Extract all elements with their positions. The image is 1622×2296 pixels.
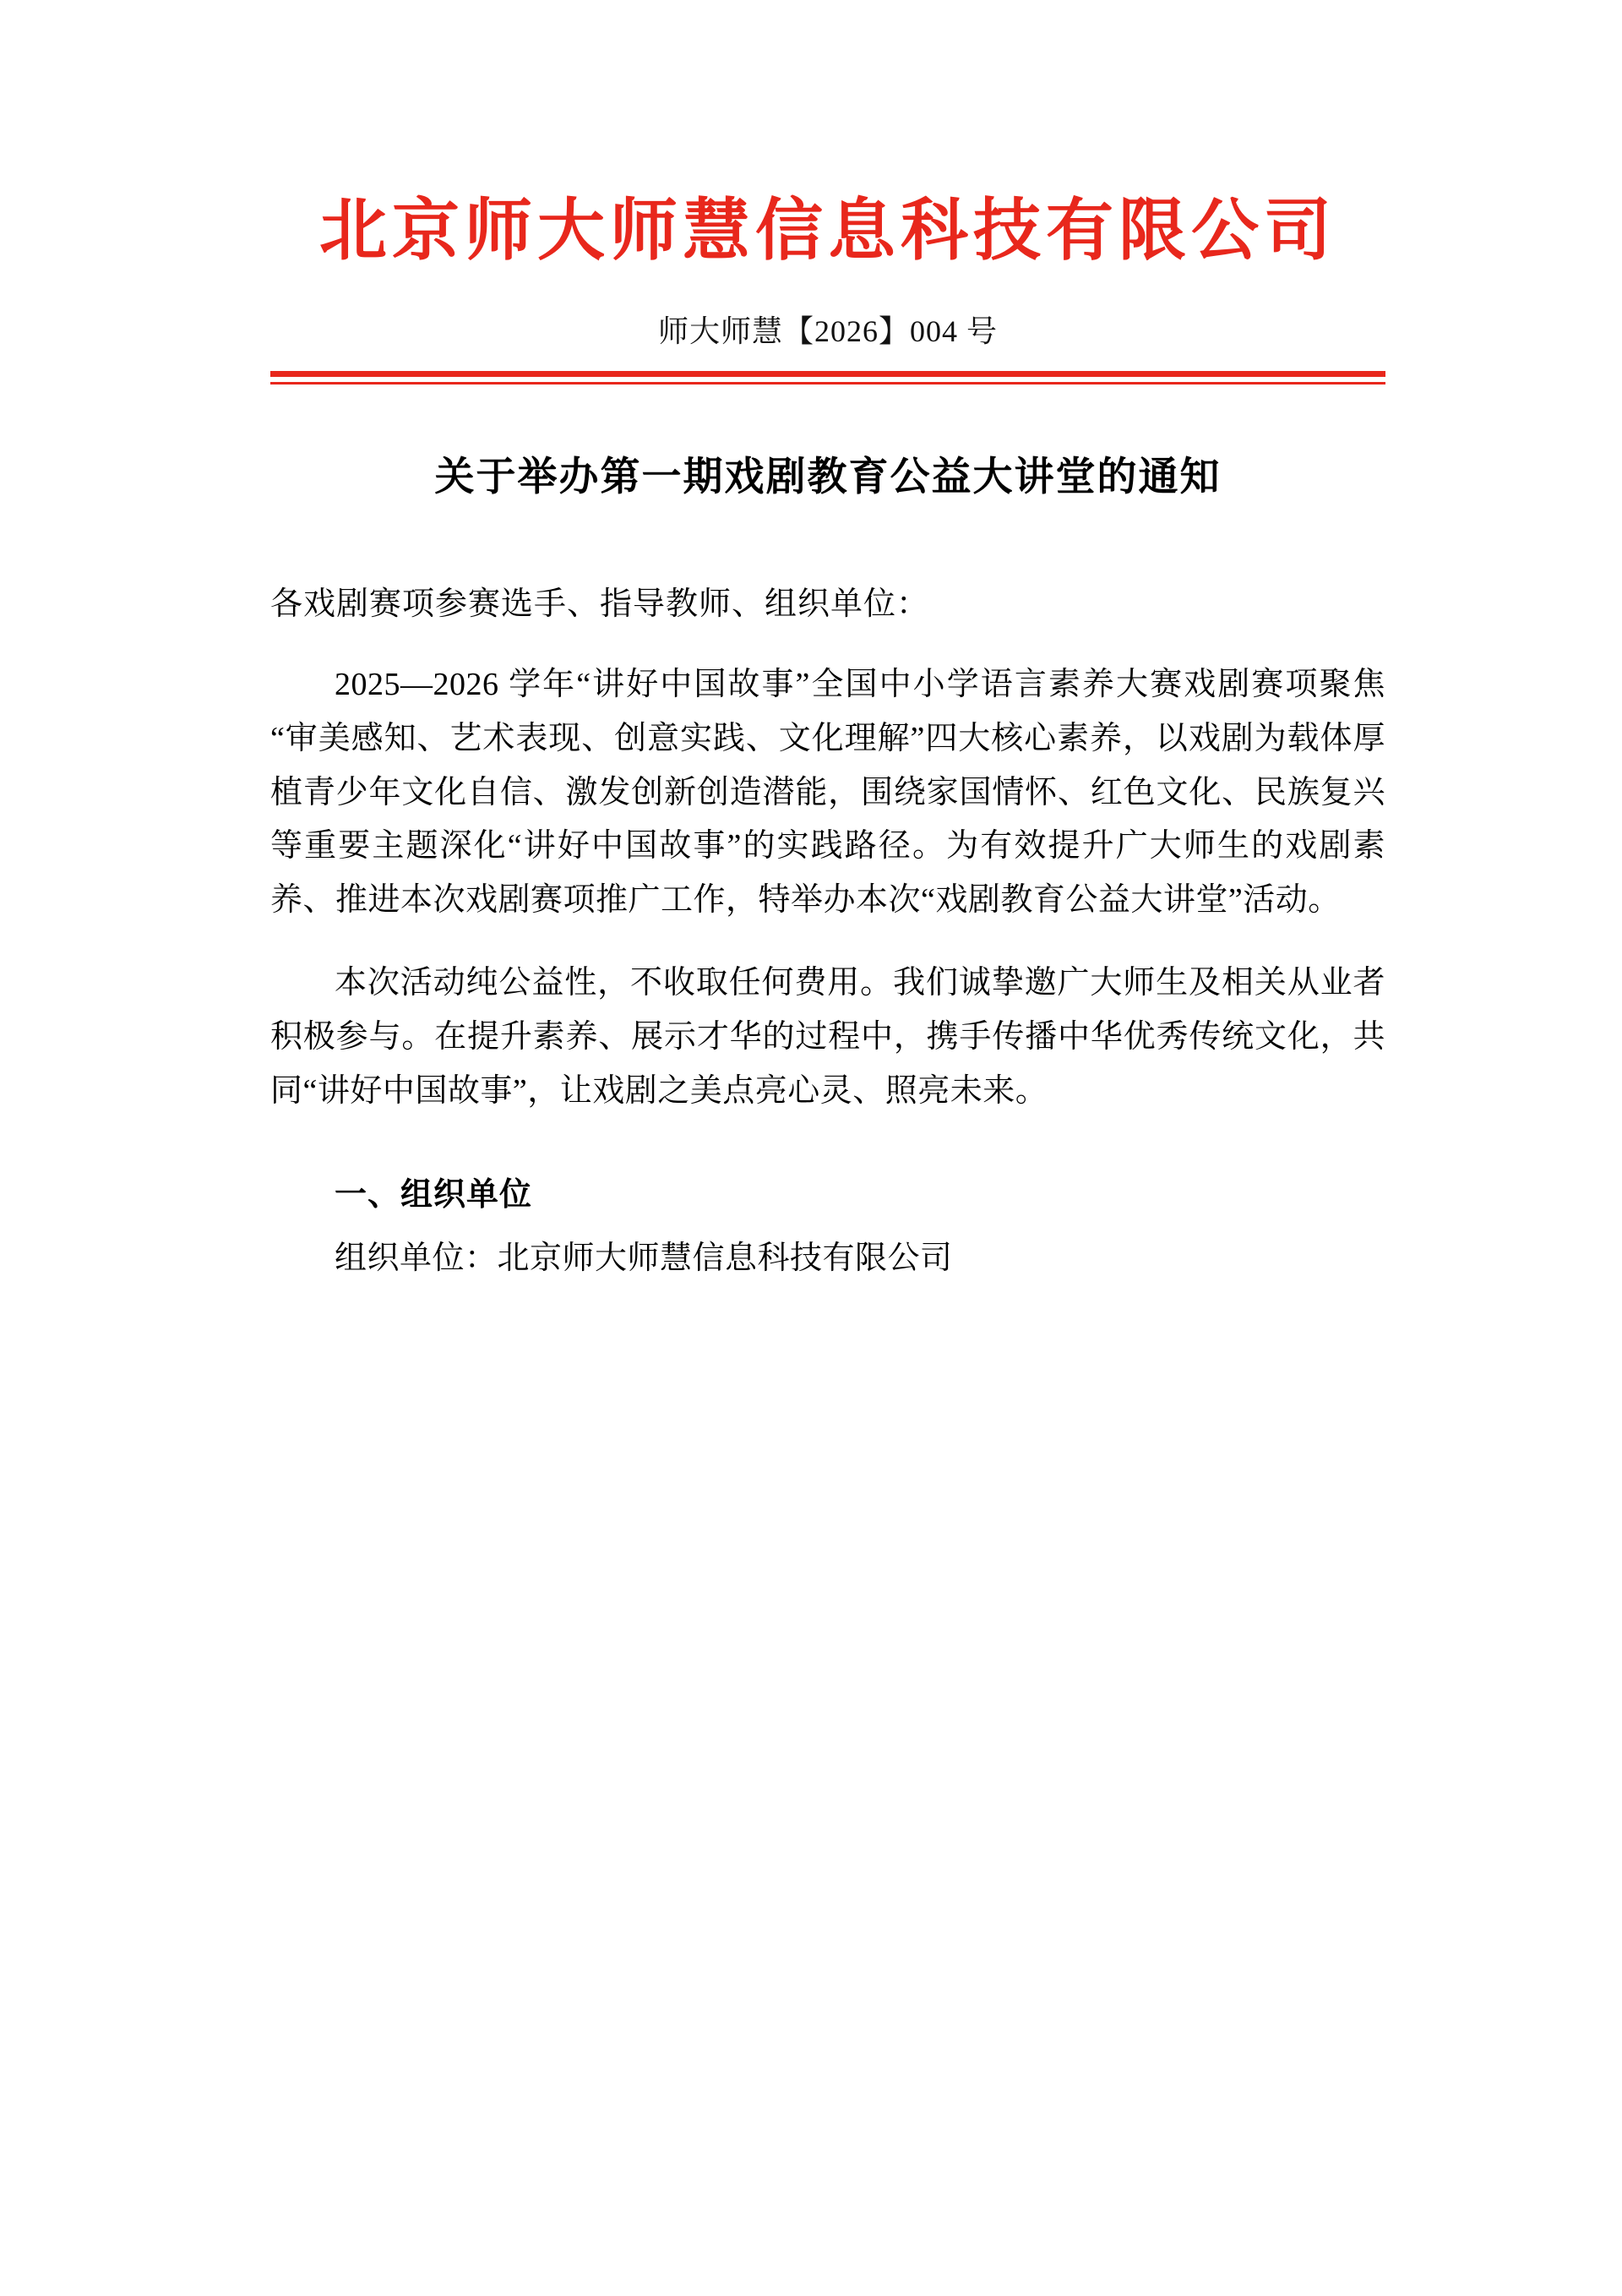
salutation: 各戏剧赛项参赛选手、指导教师、组织单位： (270, 586, 930, 622)
section-heading-organizer: 一、组织单位 (335, 1174, 533, 1213)
header-divider (270, 371, 1385, 384)
document-number: 师大师慧【2026】004 号 (657, 314, 998, 348)
divider-thin-line (270, 382, 1385, 384)
document-title: 关于举办第一期戏剧教育公益大讲堂的通知 (434, 454, 1222, 500)
body-paragraph-2: 本次活动纯公益性，不收取任何费用。我们诚挚邀广大师生及相关从业者积极参与。在提升素养、展示才华的过程中，携手传播中华优秀传统文化，共同“讲好中国故事”，让戏剧之美点亮心灵、照亮未来。 (270, 965, 1385, 1109)
section-line-organizer: 组织单位：北京师大师慧信息科技有限公司 (335, 1240, 953, 1276)
body-paragraph-1: 2025—2026 学年“讲好中国故事”全国中小学语言素养大赛戏剧赛项聚焦“审美感知、艺术表现、创意实践、文化理解”四大核心素养，以戏剧为载体厚植青少年文化自信、激发创新创造潜能，围绕家国情怀、红色文化、民族复兴等重要主题深化“讲好中国故事”的实践路径。为有效提升广大师生的戏剧素养、推进本次戏剧赛项推广工作，特举办本次“戏剧教育公益大讲堂”活动。 (270, 666, 1385, 919)
document-content (270, 0, 1385, 1284)
divider-thick-line (270, 371, 1385, 377)
company-letterhead: 北京师大师慧信息科技有限公司 (319, 190, 1336, 270)
